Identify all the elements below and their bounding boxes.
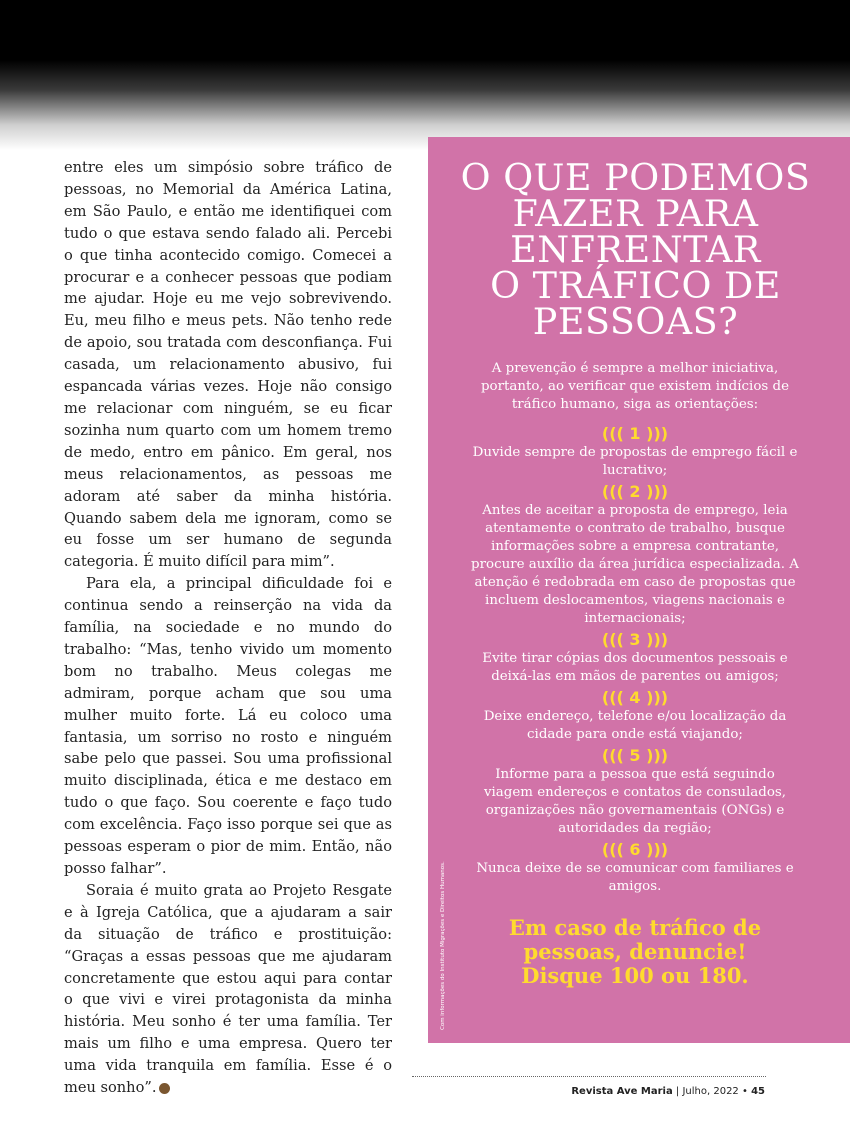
- footer-separator: |: [675, 1086, 680, 1097]
- cta-line-1: Em caso de tráfico de: [508, 915, 762, 940]
- source-credit: Com informações do Instituto Migrações e Direitos Humanos.: [440, 861, 446, 1030]
- step-1-number: ((( 1 ))): [601, 424, 669, 443]
- article-paragraph-3: [64, 880, 392, 1099]
- step-2-number: ((( 2 ))): [601, 482, 669, 501]
- end-mark-dot-icon: [159, 1083, 170, 1094]
- title-line-5: PESSOAS?: [532, 300, 739, 343]
- step-2-text: Antes de aceitar a proposta de emprego, leia atentamente o contrato de trabalho, busque informações sobre a empresa contratante, procure auxílio da área jurídica especializada. A atenção é redobrada em caso de propostas que incluem deslocamentos, viagens nacionais e internacionais;: [471, 503, 799, 626]
- step-5-number: ((( 5 ))): [601, 746, 669, 765]
- step-1-text: Duvide sempre de propostas de emprego fácil e lucrativo;: [472, 445, 798, 478]
- article-paragraph-2: Para ela, a principal dificuldade foi e continua sendo a reinserção na vida da família, na sociedade e no mundo do trabalho: “Mas, tenho vivido um momento bom no trabalho. Meus colegas me admiram, porque acham que sou uma mulher muito forte. Lá eu coloco uma fantasia, um sorriso no rosto e ninguém sabe pelo que passei. Sou uma profissional muito disciplinada, ética e me destaco em tudo o que faço. Sou coerente e faço tudo com excelência. Faço isso porque sei que as pessoas esperam o pior de mim. Então, não posso falhar”.: [64, 575, 392, 877]
- info-box-intro: A prevenção é sempre a melhor iniciativa, portanto, ao verificar que existem indícios de tráfico humano, siga as orientações:: [480, 361, 790, 412]
- article-text: [64, 157, 392, 1099]
- step-5-text: Informe para a pessoa que está seguindo viagem endereços e contatos de consulados, organizações não governamentais (ONGs) e autoridades da região;: [483, 767, 787, 836]
- cta-line-2: pessoas, denuncie!: [523, 939, 747, 964]
- cta-line-3: Disque 100 ou 180.: [521, 963, 749, 988]
- info-box-title: [448, 156, 823, 343]
- footer-magazine: Revista Ave Maria: [571, 1086, 673, 1097]
- title-line-2: FAZER PARA: [512, 192, 759, 235]
- title-line-1: O QUE PODEMOS: [460, 156, 811, 199]
- page-footer: [571, 1086, 765, 1097]
- step-4-number: ((( 4 ))): [601, 688, 669, 707]
- info-box-body: [470, 360, 800, 988]
- call-to-action: [470, 916, 800, 988]
- step-6-number: ((( 6 ))): [601, 840, 669, 859]
- footer-divider: [412, 1076, 766, 1077]
- footer-date: Julho, 2022: [682, 1086, 739, 1097]
- page-number: 45: [751, 1086, 765, 1097]
- top-shadow-band: [0, 0, 850, 150]
- step-4-text: Deixe endereço, telefone e/ou localização da cidade para onde está viajando;: [483, 709, 787, 742]
- step-3-number: ((( 3 ))): [601, 630, 669, 649]
- footer-bullet: •: [741, 1086, 748, 1097]
- article-paragraph-3-text: Soraia é muito grata ao Projeto Resgate e à Igreja Católica, que a ajudaram a sair da situação de tráfico e prostituição: “Graças a essas pessoas que me ajudaram concretamente que estou aqui para contar o que vivi e virei protagonista da minha história. Meu sonho é ter uma família. Ter mais um filho e uma empresa. Quero ter uma vida tranquila em família. Esse é o meu sonho”.: [64, 881, 392, 1097]
- title-line-4: O TRÁFICO DE: [490, 264, 781, 307]
- article-paragraph-1: entre eles um simpósio sobre tráfico de pessoas, no Memorial da América Latina, em São Paulo, e então me identifiquei com tudo o que estava sendo falado ali. Percebi o que tinha acontecido comigo. Comecei a procurar e a conhecer pessoas que podiam me ajudar. Hoje eu me vejo sobrevivendo. Eu, meu filho e meus pets. Não tenho rede de apoio, sou tratada com desconfiança. Fui casada, um relacionamento abusivo, fui espancada várias vezes. Hoje não consigo me relacionar com ninguém, se eu ficar sozinha num quarto com um homem tremo de medo, entro em pânico. Em geral, nos meus relacionamentos, as pessoas me adoram até saber da minha história. Quando sabem dela me ignoram, como se eu fosse um ser humano de segunda categoria. É muito difícil para mim”.: [64, 159, 392, 571]
- step-6-text: Nunca deixe de se comunicar com familiares e amigos.: [476, 861, 794, 894]
- step-3-text: Evite tirar cópias dos documentos pessoais e deixá-las em mãos de parentes ou amigos;: [482, 651, 788, 684]
- title-line-3: ENFRENTAR: [510, 228, 761, 271]
